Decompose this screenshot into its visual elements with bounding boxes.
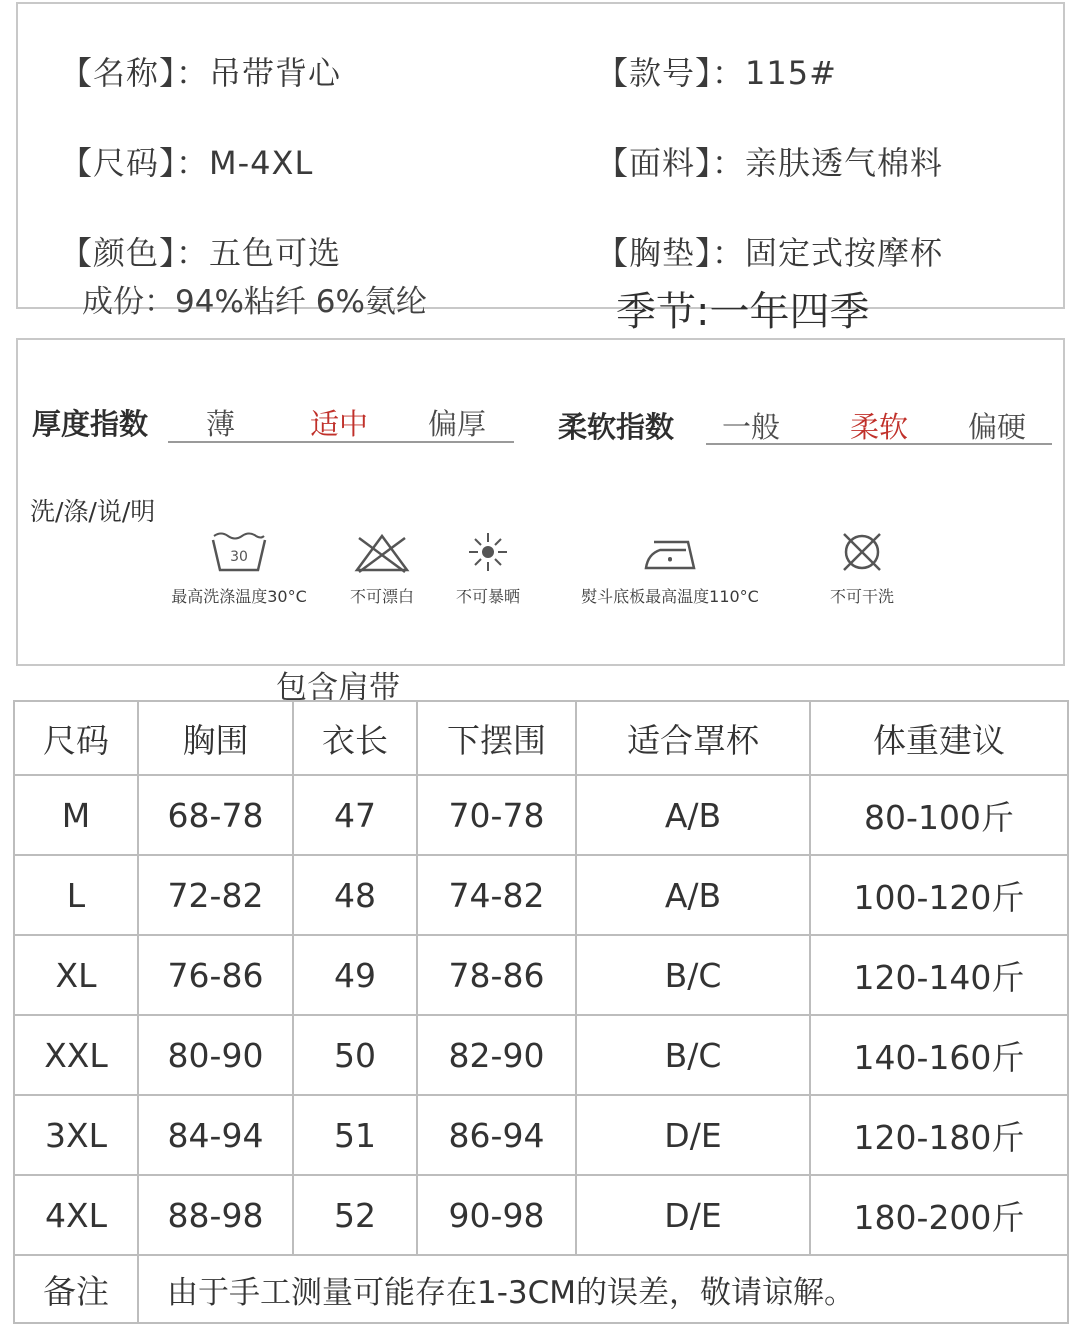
spec-style-no-value: 115#: [745, 54, 837, 92]
cell-size: M: [14, 775, 138, 855]
cell-hem: 70-78: [417, 775, 576, 855]
table-row: [14, 935, 1068, 1015]
thickness-option-thick: 偏厚: [428, 407, 487, 441]
cell-size: L: [14, 855, 138, 935]
softness-option-soft: 柔软: [850, 410, 909, 444]
spec-fabric-label: 【面料】：: [596, 144, 746, 182]
table-header-row: [14, 701, 1068, 775]
cell-weight: 140-160斤: [810, 1015, 1068, 1095]
cell-cup: B/C: [576, 935, 810, 1015]
spec-size-label: 【尺码】：: [60, 144, 210, 182]
cell-hem: 90-98: [417, 1175, 576, 1255]
washtub-30-icon: [210, 530, 268, 574]
spec-style-no: [596, 48, 837, 94]
care-label-wash30: 最高洗涤温度30°C: [171, 587, 307, 606]
spec-fabric: [596, 138, 943, 184]
cell-bust: 80-90: [138, 1015, 293, 1095]
header-hem: 下摆围: [417, 701, 576, 775]
size-table: [13, 700, 1069, 1324]
softness-option-normal: 一般: [722, 410, 781, 444]
spec-size: [60, 138, 313, 184]
thickness-option-medium: 适中: [310, 407, 369, 441]
thickness-option-thin: 薄: [206, 407, 236, 441]
cell-length: 47: [293, 775, 417, 855]
washtub-30-text: 30: [230, 549, 248, 565]
header-cup: 适合罩杯: [576, 701, 810, 775]
cell-bust: 76-86: [138, 935, 293, 1015]
cell-hem: 78-86: [417, 935, 576, 1015]
cell-bust: 84-94: [138, 1095, 293, 1175]
softness-index-title: 柔软指数: [558, 410, 675, 444]
cell-bust: 72-82: [138, 855, 293, 935]
cell-weight: 120-180斤: [810, 1095, 1068, 1175]
no-bleach-icon: [351, 530, 413, 574]
cell-cup: D/E: [576, 1095, 810, 1175]
care-item-iron: [570, 530, 770, 607]
table-row: [14, 855, 1068, 935]
table-row: [14, 1015, 1068, 1095]
spec-fabric-value: 亲肤透气棉料: [745, 144, 944, 182]
spec-color-label: 【颜色】：: [60, 234, 210, 272]
iron-icon: [640, 530, 700, 574]
cell-length: 48: [293, 855, 417, 935]
cell-length: 52: [293, 1175, 417, 1255]
spec-color: [60, 228, 341, 274]
care-label-no-bleach: 不可漂白: [349, 587, 414, 606]
remark-label: 备注: [14, 1255, 138, 1323]
cell-weight: 80-100斤: [810, 775, 1068, 855]
cell-cup: D/E: [576, 1175, 810, 1255]
spec-name-label: 【名称】：: [60, 54, 210, 92]
care-label-no-sun: 不可暴晒: [455, 587, 520, 606]
spec-pad-label: 【胸垫】：: [596, 234, 746, 272]
cell-weight: 180-200斤: [810, 1175, 1068, 1255]
cell-cup: A/B: [576, 855, 810, 935]
care-item-no-sun: [448, 530, 528, 607]
softness-option-hard: 偏硬: [968, 410, 1027, 444]
header-weight: 体重建议: [810, 701, 1068, 775]
header-length: 衣长: [293, 701, 417, 775]
cell-cup: B/C: [576, 1015, 810, 1095]
cell-length: 50: [293, 1015, 417, 1095]
cell-weight: 100-120斤: [810, 855, 1068, 935]
cell-length: 49: [293, 935, 417, 1015]
remark-text: 由于手工测量可能存在1-3CM的误差，敬请谅解。: [138, 1255, 1068, 1323]
cell-size: 4XL: [14, 1175, 138, 1255]
table-row: [14, 775, 1068, 855]
cell-hem: 74-82: [417, 855, 576, 935]
spec-name-value: 吊带背心: [209, 54, 342, 92]
cell-weight: 120-140斤: [810, 935, 1068, 1015]
thickness-index-title: 厚度指数: [32, 407, 149, 441]
care-panel: [16, 338, 1065, 666]
table-row: [14, 1095, 1068, 1175]
includes-straps-note: 包含肩带: [276, 670, 400, 706]
no-sun-icon: [466, 530, 510, 574]
season-text: 季节:一年四季: [616, 289, 870, 335]
washing-title: 洗/涤/说/明: [30, 497, 156, 526]
spec-color-value: 五色可选: [209, 234, 342, 272]
cell-bust: 68-78: [138, 775, 293, 855]
table-row: [14, 1175, 1068, 1255]
header-size: 尺码: [14, 701, 138, 775]
care-item-no-bleach: [338, 530, 426, 607]
care-item-wash30: [165, 530, 313, 607]
spec-style-no-label: 【款号】：: [596, 54, 746, 92]
cell-cup: A/B: [576, 775, 810, 855]
no-dry-clean-icon: [837, 530, 887, 574]
table-remark-row: [14, 1255, 1068, 1323]
cell-bust: 88-98: [138, 1175, 293, 1255]
cell-length: 51: [293, 1095, 417, 1175]
spec-size-value: M-4XL: [209, 144, 314, 182]
spec-pad: [596, 228, 943, 274]
composition-text: 成份：94%粘纤 6%氨纶: [82, 284, 427, 320]
cell-size: XXL: [14, 1015, 138, 1095]
cell-hem: 82-90: [417, 1015, 576, 1095]
care-label-no-dry-clean: 不可干洗: [829, 587, 894, 606]
cell-size: 3XL: [14, 1095, 138, 1175]
care-item-no-dry-clean: [818, 530, 906, 607]
spec-pad-value: 固定式按摩杯: [745, 234, 944, 272]
cell-size: XL: [14, 935, 138, 1015]
cell-hem: 86-94: [417, 1095, 576, 1175]
spec-name: [60, 48, 341, 94]
header-bust: 胸围: [138, 701, 293, 775]
care-label-iron: 熨斗底板最高温度110°C: [581, 587, 759, 606]
